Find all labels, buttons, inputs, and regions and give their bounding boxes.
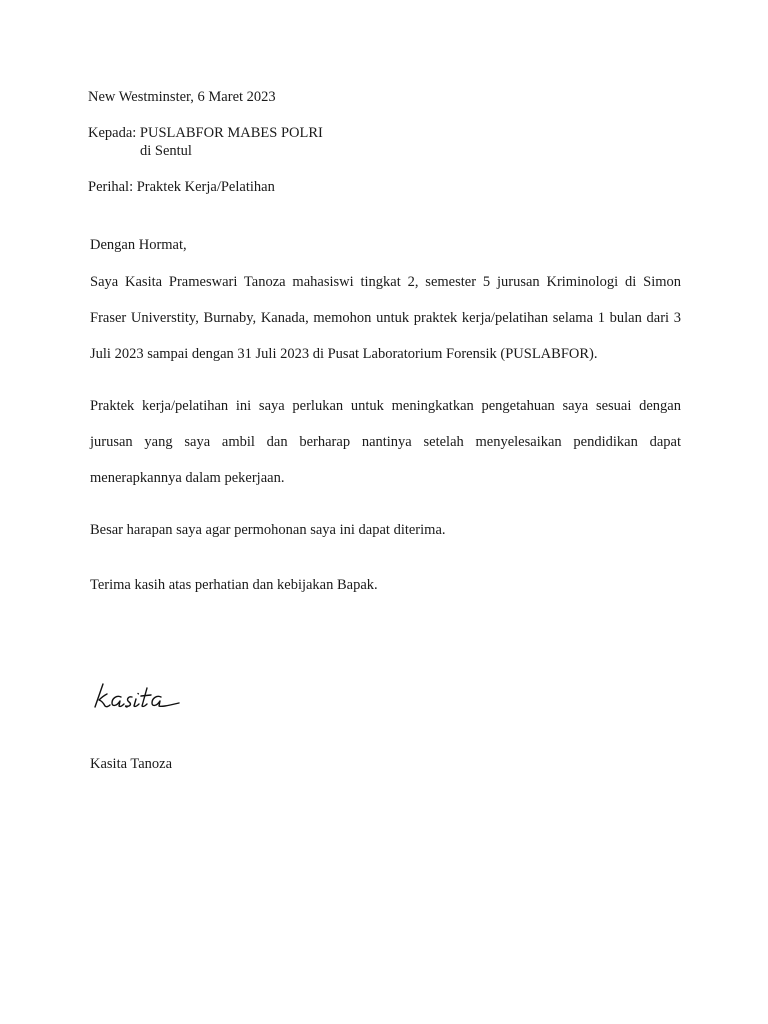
subject-line: Perihal: Praktek Kerja/Pelatihan [88,179,275,195]
paragraph-hope: Besar harapan saya agar permohonan saya ini dapat diterima. [90,522,446,538]
place-date: New Westminster, 6 Maret 2023 [88,89,276,105]
signer-name: Kasita Tanoza [90,756,173,772]
paragraph-purpose: Praktek kerja/pelatihan ini saya perlukan untuk meningkatkan pengetahuan saya sesuai dengan jurusan yang saya ambil dan berharap nantinya setelah menyelesaikan pendidikan dapat menerapkannya dalam pekerjaan. [90,398,681,486]
greeting: Dengan Hormat, [90,237,187,253]
recipient: Kepada: PUSLABFOR MABES POLRI [88,125,323,141]
paragraph-request: Saya Kasita Prameswari Tanoza mahasiswi tingkat 2, semester 5 jurusan Kriminologi di Simon Fraser Universtity, Burnaby, Kanada, memohon untuk praktek kerja/pelatihan selama 1 bulan dari 3 Juli 2023 sampai dengan 31 Juli 2023 di Pusat Laboratorium Forensik (PUSLABFOR). [90,274,681,362]
closing-line: Terima kasih atas perhatian dan kebijakan Bapak. [90,577,378,593]
handwritten-signature [91,676,191,716]
recipient-location: di Sentul [140,143,192,159]
